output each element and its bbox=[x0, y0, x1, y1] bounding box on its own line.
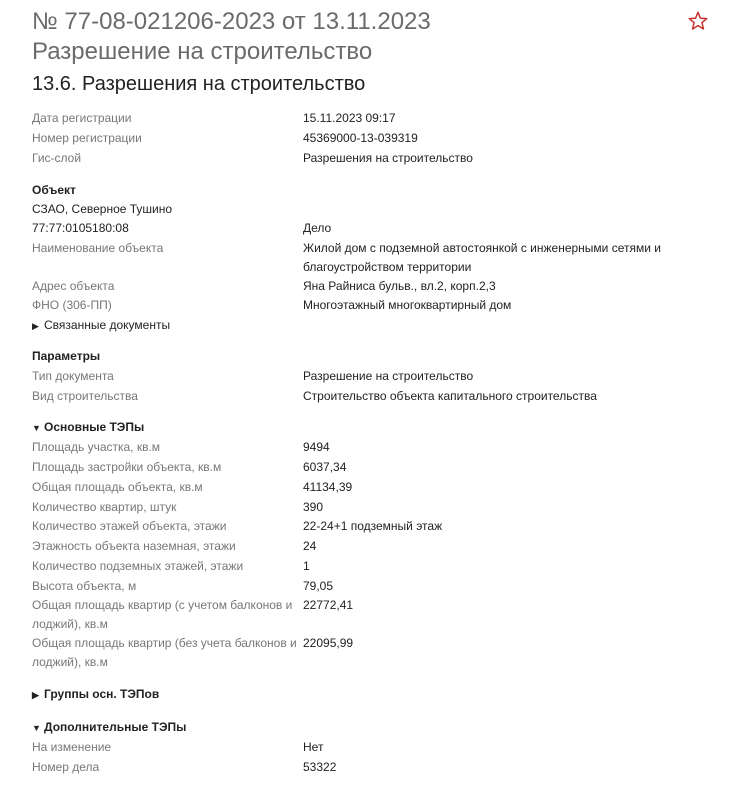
main-tep-title: Основные ТЭПы bbox=[44, 420, 145, 434]
field-label: Дата регистрации bbox=[32, 111, 132, 125]
expand-triangle-icon: ▶ bbox=[32, 690, 39, 700]
field-label: Общая площадь объекта, кв.м bbox=[32, 480, 203, 494]
field-value: Разрешения на строительство bbox=[303, 151, 473, 165]
star-outline-icon[interactable] bbox=[687, 10, 709, 32]
field-value: Разрешение на строительство bbox=[303, 369, 474, 383]
field-label: Высота объекта, м bbox=[32, 579, 137, 593]
field-label: Вид строительства bbox=[32, 389, 138, 403]
document-kind-title: Разрешение на строительство bbox=[32, 38, 373, 65]
related-documents-label: Связанные документы bbox=[44, 318, 171, 332]
field-value: 9494 bbox=[303, 440, 330, 454]
tep-groups-title: Группы осн. ТЭПов bbox=[44, 687, 160, 701]
object-district: СЗАО, Северное Тушино bbox=[32, 202, 173, 216]
collapse-triangle-icon: ▼ bbox=[32, 723, 41, 733]
field-value: 24 bbox=[303, 539, 317, 553]
field-label: Номер дела bbox=[32, 760, 100, 774]
field-label: На изменение bbox=[32, 740, 112, 754]
field-value: 41134,39 bbox=[303, 480, 353, 494]
collapse-triangle-icon: ▼ bbox=[32, 423, 41, 433]
field-label: Общая площадь квартир (с учетом балконов и лоджий), кв.м bbox=[32, 598, 293, 631]
extra-tep-title: Дополнительные ТЭПы bbox=[44, 720, 187, 734]
field-value: 22772,41 bbox=[303, 598, 354, 612]
document-number-title: № 77-08-021206-2023 от 13.11.2023 bbox=[32, 8, 431, 35]
field-label: Этажность объекта наземная, этажи bbox=[32, 539, 236, 553]
field-label: Количество этажей объекта, этажи bbox=[32, 519, 227, 533]
field-value: 53322 bbox=[303, 760, 337, 774]
field-value: 22095,99 bbox=[303, 636, 354, 650]
field-value: 1 bbox=[303, 559, 310, 573]
expand-triangle-icon: ▶ bbox=[32, 321, 39, 331]
field-value: Нет bbox=[303, 740, 324, 754]
field-label: ФНО (306-ПП) bbox=[32, 298, 112, 312]
field-label: Площадь участка, кв.м bbox=[32, 440, 161, 454]
tep-groups-toggle[interactable] bbox=[32, 685, 159, 705]
field-value: Яна Райниса бульв., вл.2, корп.2,3 bbox=[303, 279, 496, 293]
field-label: Общая площадь квартир (без учета балконов и лоджий), кв.м bbox=[32, 636, 297, 669]
field-value: 22-24+1 подземный этаж bbox=[303, 519, 443, 533]
field-label: Количество подземных этажей, этажи bbox=[32, 559, 244, 573]
field-value: Многоэтажный многоквартирный дом bbox=[303, 298, 512, 312]
params-section-title: Параметры bbox=[32, 349, 101, 363]
field-value: 79,05 bbox=[303, 579, 334, 593]
field-value: 390 bbox=[303, 500, 324, 514]
extra-tep-toggle[interactable] bbox=[32, 718, 186, 738]
field-value: Жилой дом с подземной автостоянкой с инженерными сетями и благоустройством территории bbox=[303, 241, 661, 274]
field-label: Площадь застройки объекта, кв.м bbox=[32, 460, 222, 474]
field-value: 15.11.2023 09:17 bbox=[303, 111, 396, 125]
field-label: Тип документа bbox=[32, 369, 114, 383]
field-label: Номер регистрации bbox=[32, 131, 142, 145]
field-label: Адрес объекта bbox=[32, 279, 115, 293]
related-documents-toggle[interactable] bbox=[32, 316, 170, 336]
main-tep-toggle[interactable] bbox=[32, 418, 144, 438]
field-value: 45369000-13-039319 bbox=[303, 131, 418, 145]
cadastral-number: 77:77:0105180:08 bbox=[32, 221, 129, 235]
object-section-title: Объект bbox=[32, 183, 76, 197]
field-label: Наименование объекта bbox=[32, 241, 164, 255]
case-link[interactable]: Дело bbox=[303, 221, 332, 235]
field-label: Гис-слой bbox=[32, 151, 82, 165]
field-value: Строительство объекта капитального строительства bbox=[303, 389, 597, 403]
field-value: 6037,34 bbox=[303, 460, 347, 474]
field-label: Количество квартир, штук bbox=[32, 500, 177, 514]
document-category: 13.6. Разрешения на строительство bbox=[32, 73, 366, 95]
